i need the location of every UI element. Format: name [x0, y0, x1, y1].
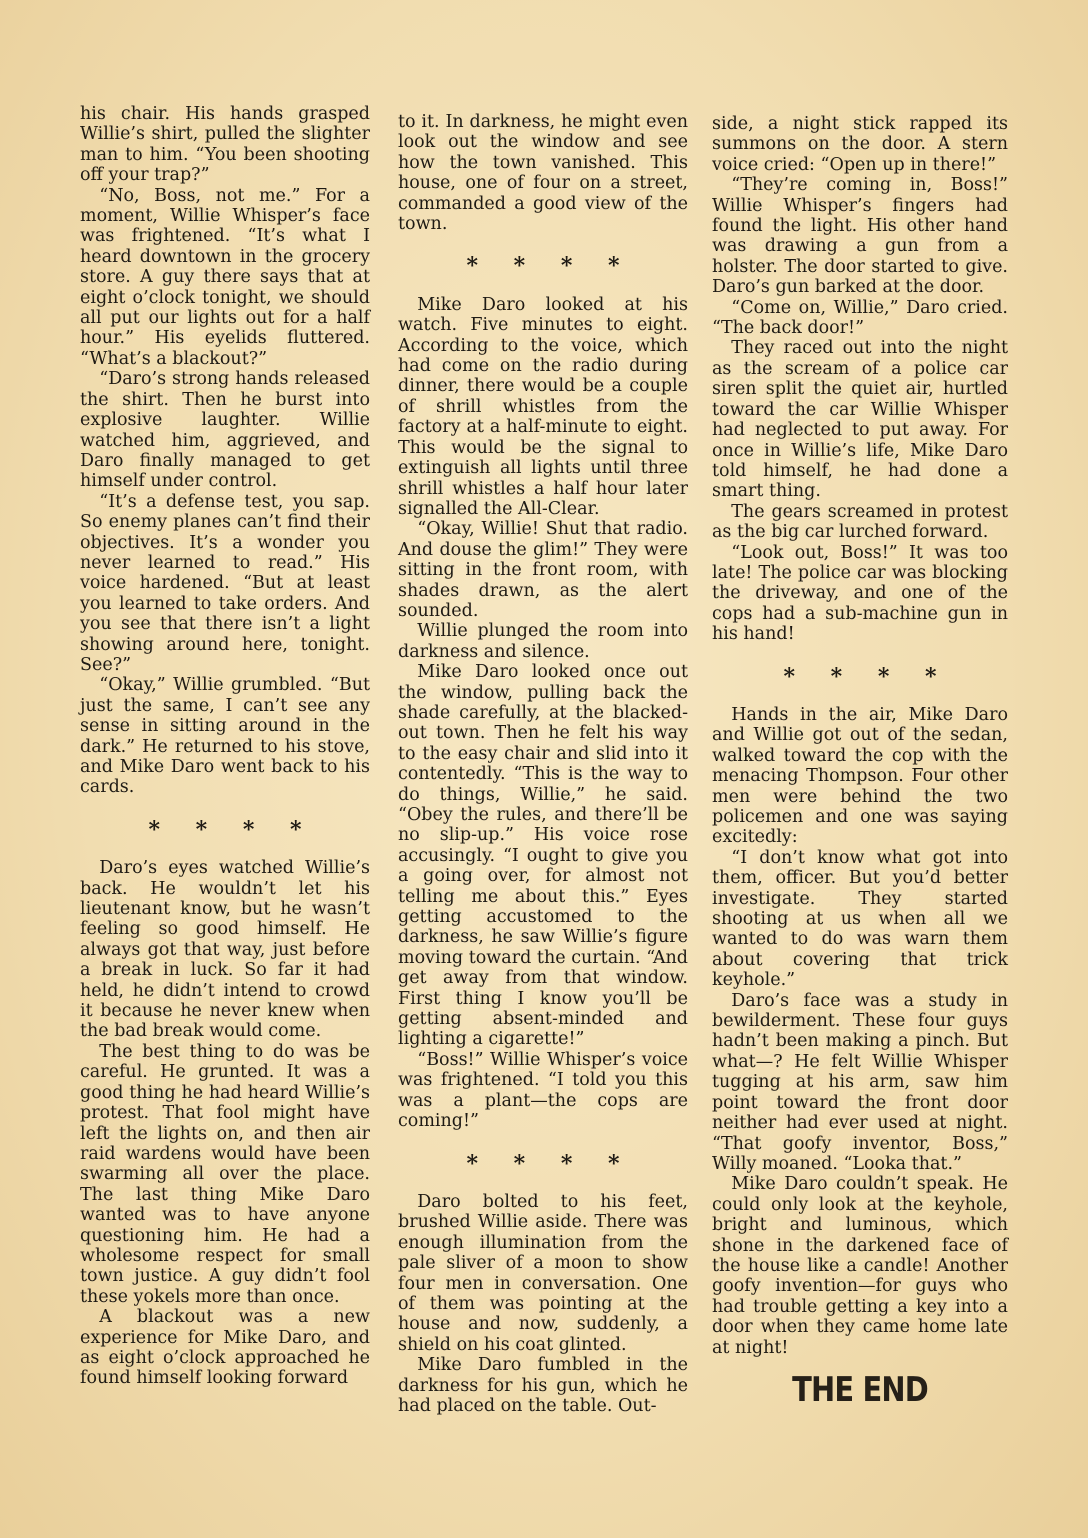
paragraph: “No, Boss, not me.” For a moment, Willie Whisper’s face was frightened. “It’s what I heard downtown in the grocery store. A guy there says that at eight o’clock tonight, we should all put our lights out for a half hour.” His eyelids fluttered. “What’s a blackout?” [80, 185, 370, 369]
paragraph: Willie plunged the room into darkness and silence. [398, 621, 688, 662]
paragraph: Mike Daro couldn’t speak. He could only look at the keyhole, bright and luminous, which shone in the darkened face of the house like a candle! Another goofy invention—for guys who had trouble getting a key into a door when they came home late at night! [712, 1174, 1008, 1358]
paragraph: They raced out into the night as the scream of a police car siren split the quiet air, hurtled toward the car Willie Whisper had neglected to put away. For once in Willie’s life, Mike Daro told himself, he had done a smart thing. [712, 338, 1008, 502]
paragraph: “Look out, Boss!” It was too late! The police car was blocking the driveway, and one of the cops had a sub-machine gun in his hand! [712, 542, 1008, 645]
paragraph: side, a night stick rapped its summons on the door. A stern voice cried: “Open up in there!” [712, 114, 1008, 175]
paragraph: “Okay, Willie! Shut that radio. And douse the glim!” They were sitting in the front room, with shades drawn, as the alert sounded. [398, 519, 688, 621]
paragraph: Daro bolted to his feet, brushed Willie aside. There was enough illumination from the pale sliver of a moon to show four men in conversation. One of them was pointing at the house and now, suddenly, a shield on his coat glinted. [398, 1191, 688, 1355]
paragraph: A blackout was a new experience for Mike Daro, and as eight o’clock approached he found himself looking forward [80, 1307, 370, 1389]
paragraph: The best thing to do was be careful. He grunted. It was a good thing he had heard Willie’s protest. That fool might have left the lights on, and then air raid wardens would have been swarming all over the place. The last thing Mike Daro wanted was to have anyone questioning him. He had a wholesome respect for small town justice. A guy didn’t fool these yokels more than once. [80, 1041, 370, 1307]
paragraph: “They’re coming in, Boss!” Willie Whisper’s fingers had found the light. His other hand was drawing a gun from a holster. The door started to give. Daro’s gun barked at the door. [712, 175, 1008, 298]
section-separator: * * * * [783, 663, 937, 690]
section-separator: * * * * [148, 816, 302, 843]
paragraph: Mike Daro looked once out the window, pulling back the shade carefully, at the blacked-out town. Then he felt his way to the easy chair and slid into it contentedly. “This is the way to do things, Willie,” he said. “Obey the rules, and there’ll be no slip-up.” His voice rose accusingly. “I ought to give you a going over, for almost not telling me about this.” Eyes getting accustomed to the darkness, he saw Willie’s figure moving toward the curtain. “And get away from that window. First thing I know you’ll be getting absent-minded and lighting a cigarette!” [398, 662, 688, 1050]
paragraph: The gears screamed in protest as the big car lurched forward. [712, 501, 1008, 543]
paragraph: “Boss!” Willie Whisper’s voice was frightened. “I told you this was a plant—the cops are coming!” [398, 1049, 688, 1132]
paragraph: “Daro’s strong hands released the shirt. Then he burst into explosive laughter. Willie watched him, aggrieved, and Daro finally managed to get himself under control. [80, 369, 370, 492]
text-column-1 [80, 104, 370, 1389]
paragraph: Daro’s eyes watched Willie’s back. He wouldn’t let his lieutenant know, but he wasn’t feeling so good himself. He always got that way, just before a break in luck. So far it had held, he didn’t intend to crowd it because he never knew when the bad break would come. [80, 858, 370, 1042]
paragraph: his chair. His hands grasped Willie’s shirt, pulled the slighter man to him. “You been shooting off your trap?” [80, 104, 370, 186]
paragraph: “It’s a defense test, you sap. So enemy planes can’t find their objectives. It’s a wonder you never learned to read.” His voice hardened. “But at least you learned to take orders. And you see that there isn’t a light showing around here, tonight. See?” [80, 491, 370, 675]
paragraph: to it. In darkness, he might even look out the window and see how the town vanished. This house, one of four on a street, commanded a good view of the town. [398, 112, 688, 235]
paragraph: Hands in the air, Mike Daro and Willie got out of the sedan, walked toward the cop with the menacing Thompson. Four other men were behind the two policemen and one was saying excitedly: [712, 704, 1008, 848]
paragraph: “I don’t know what got into them, officer. But you’d better investigate. They started shooting at us when all we wanted to do was warn them about covering that trick keyhole.” [712, 847, 1008, 991]
section-separator: * * * * [466, 253, 620, 280]
paragraph: Mike Daro looked at his watch. Five minutes to eight. According to the voice, which had come on the radio during dinner, there would be a couple of shrill whistles from the factory at a half-minute to eight. This would be the signal to extinguish all lights until three shrill whistles a half hour later signalled the All-Clear. [398, 294, 688, 519]
the-end-title: THE END [792, 1369, 928, 1410]
paragraph: “Come on, Willie,” Daro cried. “The back door!” [712, 297, 1008, 339]
paragraph: “Okay,” Willie grumbled. “But just the same, I can’t see any sense in sitting around in the dark.” He returned to his stove, and Mike Daro went back to his cards. [80, 675, 370, 798]
paragraph: Daro’s face was a study in bewilderment. These four guys hadn’t been making a pinch. But what—? He felt Willie Whisper tugging at his arm, saw him point toward the front door neither had ever used at night. “That goofy inventor, Boss,” Willy moaned. “Looka that.” [712, 990, 1008, 1174]
text-column-2 [398, 112, 688, 1416]
section-separator: * * * * [466, 1150, 620, 1177]
paragraph: Mike Daro fumbled in the darkness for his gun, which he had placed on the table. Out- [398, 1355, 688, 1416]
text-column-3 [712, 114, 1008, 1410]
